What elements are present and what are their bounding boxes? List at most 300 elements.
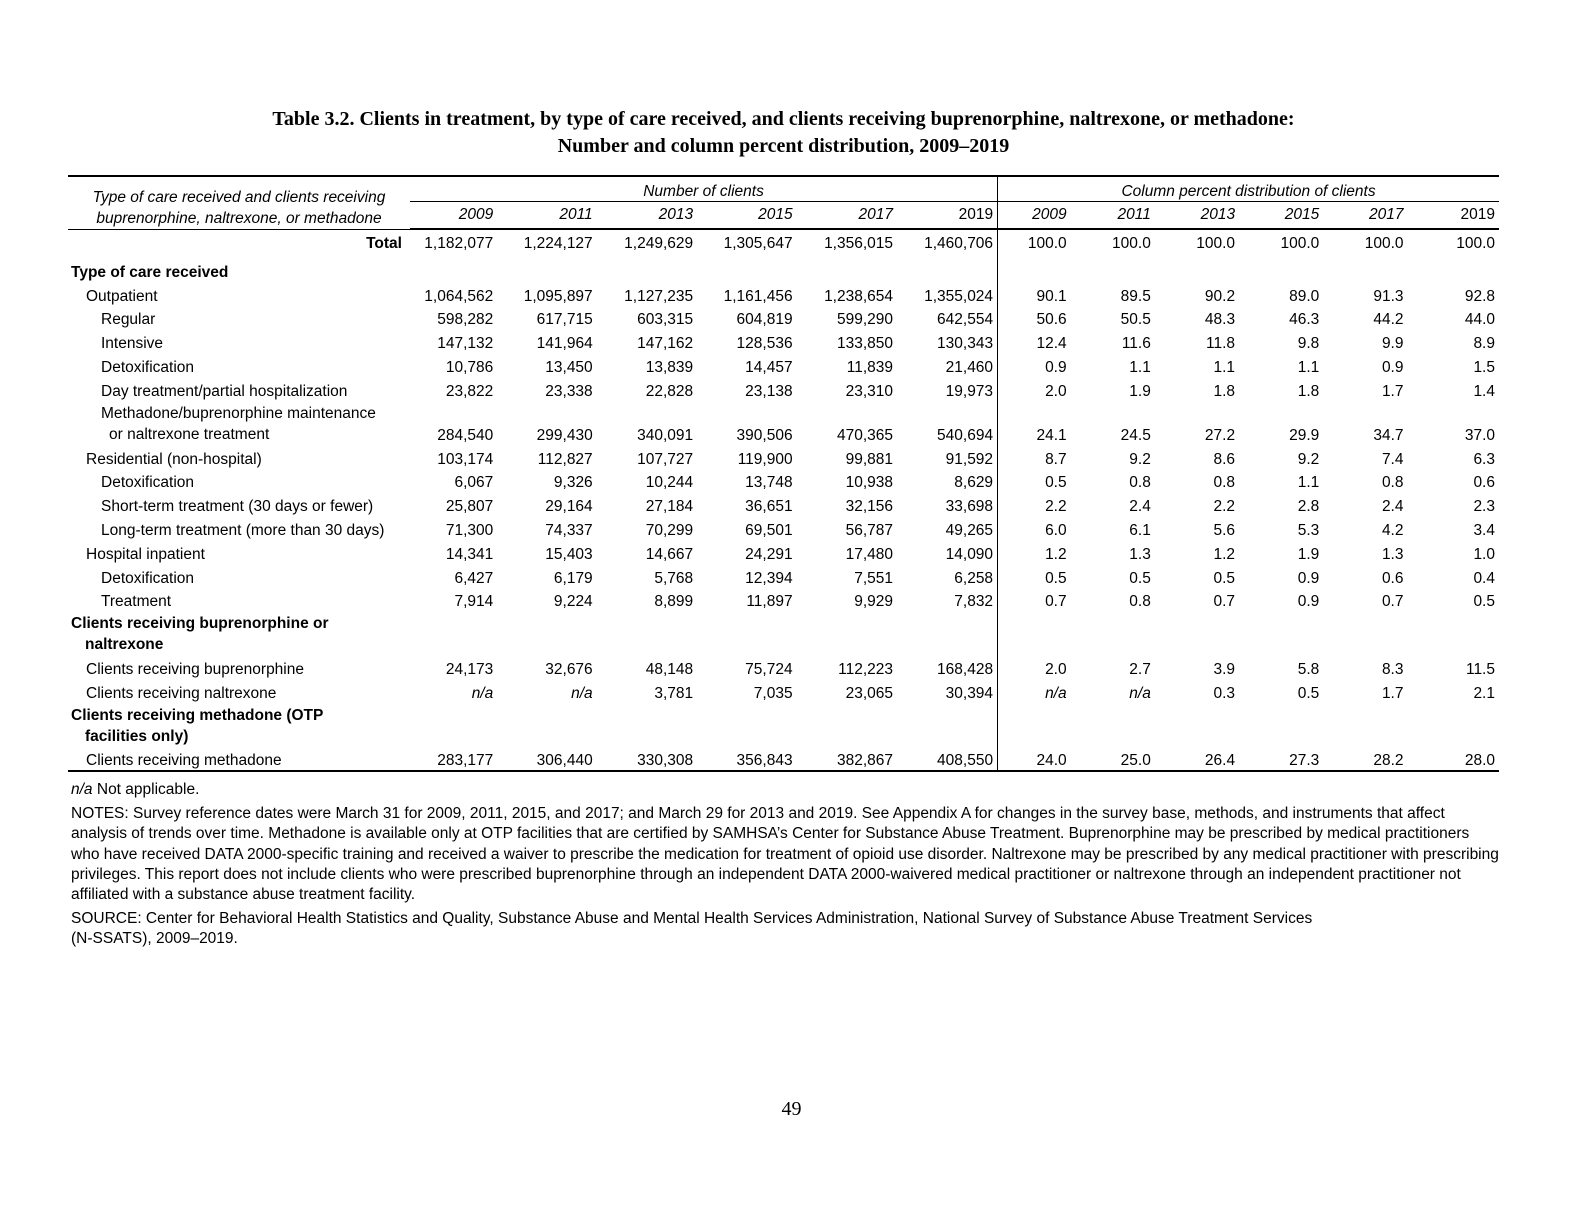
- percent-year-header-2017: 2017: [1323, 202, 1407, 230]
- percent-cell: n/a: [1129, 684, 1151, 702]
- percent-cell: 27.2: [1204, 426, 1236, 444]
- percent-cell: [1239, 703, 1323, 747]
- number-cell: [410, 703, 497, 747]
- number-cell: 69,501: [745, 521, 793, 539]
- percent-cell: 1.7: [1381, 382, 1404, 400]
- percent-cell: 8.7: [1045, 450, 1067, 468]
- percent-cell: [1408, 611, 1500, 655]
- number-cell: 1,127,235: [624, 287, 694, 305]
- number-cell: 299,430: [536, 426, 593, 444]
- number-cell: 6,258: [897, 564, 998, 588]
- percent-cell: 1.9: [1129, 382, 1151, 400]
- percent-cell: 50.6: [1036, 311, 1067, 329]
- number-cell: 91,592: [897, 445, 998, 469]
- percent-cell: 0.7: [1213, 593, 1236, 611]
- number-year-header-2017: 2017: [797, 202, 897, 230]
- number-cell: 112,827: [537, 450, 593, 468]
- percent-cell: 1.9: [1297, 545, 1320, 563]
- percent-cell: 6.3: [1473, 450, 1495, 468]
- percent-cell: 0.5: [1129, 569, 1151, 587]
- percent-cell: 37.0: [1464, 426, 1495, 444]
- percent-cell: 4.2: [1381, 521, 1404, 539]
- percent-cell: 27.3: [1239, 747, 1323, 771]
- number-cell: 107,727: [637, 450, 694, 468]
- row-label: Regular: [101, 311, 156, 329]
- number-cell: 99,881: [845, 450, 894, 468]
- percent-cell: [1071, 703, 1155, 747]
- number-cell: 7,832: [897, 588, 998, 612]
- number-cell: 6,179: [553, 569, 593, 587]
- total-number-cell: 1,249,629: [624, 235, 694, 252]
- percent-cell: 0.7: [1381, 593, 1404, 611]
- percent-cell: 0.8: [1213, 474, 1236, 492]
- percent-cell: 0.5: [1045, 569, 1067, 587]
- percent-cell: 1.1: [1213, 358, 1236, 376]
- number-cell: 283,177: [410, 747, 497, 771]
- total-label: Total: [366, 234, 402, 252]
- table-row: [68, 747, 1499, 771]
- percent-cell: [998, 703, 1071, 747]
- percent-cell: 34.7: [1373, 426, 1404, 444]
- total-percent-cell: 100.0: [1027, 235, 1067, 252]
- number-year-header-2015: 2015: [697, 202, 796, 230]
- row-label: Clients receiving buprenorphine: [86, 661, 304, 679]
- stub-header-line-2: buprenorphine, naltrexone, or methadone: [96, 209, 382, 227]
- number-cell: 306,440: [497, 747, 596, 771]
- stub-header-line-1: Type of care received and clients receiving: [92, 188, 386, 206]
- percent-cell: 0.8: [1129, 593, 1151, 611]
- percent-cell: 2.0: [1045, 382, 1067, 400]
- percent-cell: 24.1: [1036, 426, 1067, 444]
- percent-cell: [1071, 611, 1155, 655]
- percent-cell: [1408, 703, 1500, 747]
- percent-cell: 0.8: [1129, 474, 1151, 492]
- number-cell: 21,460: [897, 353, 998, 377]
- number-cell: 8,899: [654, 593, 694, 611]
- percent-cell: 1.8: [1297, 382, 1320, 400]
- percent-cell: 1.5: [1473, 358, 1495, 376]
- row-label: Long-term treatment (more than 30 days): [101, 521, 385, 539]
- total-number-cell: 1,224,127: [523, 235, 593, 252]
- number-cell: 48,148: [645, 661, 694, 679]
- percent-cell: 1.2: [1045, 545, 1067, 563]
- number-cell: 1,161,456: [723, 287, 793, 305]
- table-row: [68, 377, 1499, 401]
- percent-cell: 0.3: [1213, 684, 1236, 702]
- total-percent-cell: 100.0: [1456, 235, 1495, 252]
- number-cell: [497, 703, 596, 747]
- percent-cell: 44.2: [1373, 311, 1404, 329]
- total-percent-cell: 100.0: [1112, 235, 1151, 252]
- number-cell: [597, 611, 697, 655]
- number-cell: 23,822: [445, 382, 494, 400]
- number-year-header-2019: 2019: [897, 202, 998, 230]
- table-row: [68, 679, 1499, 703]
- percent-cell: 91.3: [1373, 287, 1404, 305]
- number-cell: 13,748: [745, 474, 793, 492]
- number-cell: 5,768: [654, 569, 694, 587]
- row-label: Clients receiving methadone: [68, 747, 410, 771]
- percent-cell: 11.6: [1121, 335, 1151, 353]
- percent-cell: 26.4: [1155, 747, 1239, 771]
- number-year-header-2011: 2011: [497, 202, 596, 230]
- number-cell: 119,900: [737, 450, 793, 468]
- percent-cell: 25.0: [1071, 747, 1155, 771]
- percent-cell: 0.5: [1213, 569, 1236, 587]
- percent-cell: [1155, 611, 1239, 655]
- row-label: Hospital inpatient: [86, 545, 205, 563]
- number-cell: 23,338: [545, 382, 593, 400]
- number-cell: 13,450: [545, 358, 593, 376]
- number-cell: 25,807: [445, 498, 494, 516]
- percent-cell: 2.1: [1473, 684, 1495, 702]
- number-cell: 598,282: [437, 311, 494, 329]
- percent-cell: 9.2: [1297, 450, 1320, 468]
- number-cell: 11,897: [746, 593, 793, 611]
- percent-cell: 1.1: [1129, 358, 1151, 376]
- number-cell: 7,914: [454, 593, 494, 611]
- number-cell: 56,787: [845, 521, 894, 539]
- number-cell: 12,394: [745, 569, 793, 587]
- percent-cell: 6.0: [1045, 521, 1067, 539]
- percent-cell: 28.0: [1408, 747, 1500, 771]
- percent-cell: 29.9: [1289, 426, 1320, 444]
- percent-cell: 2.2: [1045, 498, 1067, 516]
- number-cell: 147,162: [637, 335, 694, 353]
- number-cell: 23,138: [745, 382, 793, 400]
- table-row: [68, 588, 1499, 612]
- number-cell: 10,938: [845, 474, 894, 492]
- percent-cell: 2.7: [1129, 661, 1151, 679]
- number-cell: 17,480: [845, 545, 894, 563]
- number-cell: 6,427: [454, 569, 494, 587]
- row-label: Detoxification: [101, 569, 195, 587]
- percent-cell: 9.9: [1381, 335, 1404, 353]
- percent-cell: 8.6: [1213, 450, 1236, 468]
- table-row: [68, 445, 1499, 469]
- percent-cell: [998, 611, 1071, 655]
- percent-cell: 2.3: [1473, 498, 1495, 516]
- table-title: [68, 106, 1499, 160]
- number-cell: 540,694: [897, 401, 998, 445]
- percent-cell: 0.5: [1297, 684, 1320, 702]
- row-label: Detoxification: [101, 358, 195, 376]
- number-cell: 128,536: [736, 335, 793, 353]
- table-row: [68, 282, 1499, 306]
- number-cell: 130,343: [897, 329, 998, 353]
- number-cell: [697, 258, 796, 282]
- percent-cell: 5.8: [1297, 661, 1320, 679]
- row-label-line-1: Clients receiving buprenorphine or: [71, 615, 329, 633]
- number-cell: 22,828: [645, 382, 694, 400]
- percent-cell: 24.5: [1120, 426, 1151, 444]
- total-number-cell: 1,356,015: [824, 235, 894, 252]
- percent-year-header-2011: 2011: [1071, 202, 1155, 230]
- number-cell: 356,843: [697, 747, 796, 771]
- percent-cell: 8.9: [1473, 335, 1495, 353]
- percent-cell: 6.1: [1129, 521, 1151, 539]
- row-label-line-1: Methadone/buprenorphine maintenance: [101, 404, 376, 422]
- number-cell: 29,164: [545, 498, 593, 516]
- percent-cell: 9.8: [1297, 335, 1320, 353]
- number-cell: [897, 703, 998, 747]
- number-cell: 9,326: [553, 474, 593, 492]
- percent-cell: 11.8: [1206, 335, 1236, 353]
- number-cell: [597, 703, 697, 747]
- number-cell: 70,299: [645, 521, 694, 539]
- number-cell: 1,095,897: [523, 287, 593, 305]
- row-label: [68, 703, 410, 747]
- number-cell: 24,291: [745, 545, 793, 563]
- percent-cell: 0.5: [1473, 593, 1495, 611]
- table-title-line-1: Table 3.2. Clients in treatment, by type of care received, and clients receiving buprenorphine, naltrexone, or methadone:: [272, 108, 1295, 130]
- number-cell: 604,819: [736, 311, 793, 329]
- table-row: [68, 469, 1499, 493]
- number-cell: 390,506: [736, 426, 793, 444]
- number-cell: [597, 258, 697, 282]
- percent-cell: 1.4: [1473, 382, 1495, 400]
- number-cell: 1,064,562: [424, 287, 494, 305]
- percent-cell: 1.1: [1297, 358, 1320, 376]
- table-row: [68, 516, 1499, 540]
- percent-cell: 11.5: [1465, 661, 1495, 679]
- table-row: [68, 329, 1499, 353]
- percent-cell: 9.2: [1129, 450, 1151, 468]
- number-cell: [797, 258, 897, 282]
- number-cell: 27,184: [645, 498, 694, 516]
- number-cell: 1,238,654: [824, 287, 894, 305]
- footnotes: [71, 780, 1501, 954]
- table-row: [68, 492, 1499, 516]
- table-row: [68, 703, 1499, 747]
- number-cell: 147,132: [437, 335, 494, 353]
- percent-cell: 0.8: [1381, 474, 1404, 492]
- na-text: Not applicable.: [92, 781, 200, 798]
- number-cell: 3,781: [654, 684, 694, 702]
- percent-cell: 50.5: [1120, 311, 1151, 329]
- table-title-line-2: Number and column percent distribution, 2009–2019: [557, 135, 1010, 157]
- table-row: [68, 306, 1499, 330]
- number-cell: 30,394: [897, 679, 998, 703]
- percent-year-header-2015: 2015: [1239, 202, 1323, 230]
- number-cell: n/a: [471, 684, 494, 702]
- percent-cell: [1323, 703, 1407, 747]
- number-cell: 284,540: [437, 426, 494, 444]
- percent-cell: [1239, 611, 1323, 655]
- percent-cell: [1071, 258, 1155, 282]
- number-cell: 14,090: [897, 540, 998, 564]
- row-label-line-2: or naltrexone treatment: [109, 425, 270, 443]
- total-percent-cell: 100.0: [1364, 235, 1404, 252]
- row-label-line-2: naltrexone: [85, 636, 164, 654]
- percent-cell: 12.4: [1036, 335, 1067, 353]
- total-percent-cell: 100.0: [1280, 235, 1320, 252]
- number-cell: 71,300: [445, 521, 494, 539]
- percent-cell: [1323, 258, 1407, 282]
- percent-cell: 1.2: [1213, 545, 1236, 563]
- number-cell: 15,403: [545, 545, 593, 563]
- table-row: [68, 353, 1499, 377]
- total-number-cell: 1,305,647: [723, 235, 793, 252]
- table-row: [68, 258, 1499, 282]
- row-label: Detoxification: [101, 474, 195, 492]
- percent-distribution-header: Column percent distribution of clients: [998, 176, 1499, 202]
- percent-cell: [1239, 258, 1323, 282]
- percent-cell: 7.4: [1381, 450, 1404, 468]
- notes-paragraph: NOTES: Survey reference dates were March 31 for 2009, 2011, 2015, and 2017; and March 29 for 2013 and 2019. See Appendix A for changes in the survey base, methods, and instruments that affect analysis of trends over time. Methadone is available only at OTP facilities that are certified by SAMHSA’s Center for Substance Abuse Treatment. Buprenorphine may be prescribed by medical practitioners who have received DATA 2000-specific training and received a waiver to prescribe the medication for treatment of opioid use disorder. Naltrexone may be prescribed by any medical practitioner with prescribing privileges. This report does not include clients who were prescribed buprenorphine through an independent DATA 2000-waivered medical practitioner or naltrexone through an independent practitioner not affiliated with a substance abuse treatment facility.: [71, 805, 1499, 904]
- table-row: [68, 564, 1499, 588]
- table-row: [68, 401, 1499, 445]
- total-row: [68, 229, 1499, 258]
- percent-cell: 0.4: [1473, 569, 1495, 587]
- total-number-cell: 1,460,706: [897, 229, 998, 258]
- percent-cell: 28.2: [1323, 747, 1407, 771]
- source-line-1: SOURCE: Center for Behavioral Health Statistics and Quality, Substance Abuse and Mental Health Services Administration, National Survey of Substance Abuse Treatment Services: [71, 910, 1313, 928]
- number-cell: 642,554: [897, 306, 998, 330]
- number-cell: 19,973: [897, 377, 998, 401]
- number-cell: 49,265: [897, 516, 998, 540]
- number-year-header-2009: 2009: [410, 202, 497, 230]
- na-footnote: [71, 780, 1501, 800]
- percent-cell: 0.9: [1297, 593, 1320, 611]
- percent-cell: [1323, 611, 1407, 655]
- number-cell: 75,724: [745, 661, 793, 679]
- number-cell: 1,355,024: [897, 282, 998, 306]
- number-cell: 32,156: [845, 498, 894, 516]
- percent-cell: 1.8: [1213, 382, 1236, 400]
- row-label: Outpatient: [86, 287, 158, 305]
- group-header-row: [68, 176, 1499, 202]
- percent-cell: 0.7: [1045, 593, 1067, 611]
- percent-cell: 0.6: [1473, 474, 1495, 492]
- number-cell: 6,067: [454, 474, 494, 492]
- number-cell: 168,428: [897, 655, 998, 679]
- row-label: Type of care received: [71, 263, 229, 281]
- percent-cell: 1.0: [1473, 545, 1495, 563]
- number-cell: 382,867: [797, 747, 897, 771]
- number-cell: [797, 703, 897, 747]
- percent-cell: 92.8: [1464, 287, 1495, 305]
- number-cell: 74,337: [545, 521, 593, 539]
- row-label-line-1: Clients receiving methadone (OTP: [71, 706, 324, 724]
- number-cell: [897, 611, 998, 655]
- percent-year-header-2019: 2019: [1408, 202, 1500, 230]
- percent-cell: 2.0: [1045, 661, 1067, 679]
- number-cell: [497, 611, 596, 655]
- number-cell: [697, 611, 796, 655]
- number-cell: 408,550: [897, 747, 998, 771]
- source-line-2: (N-SSATS), 2009–2019.: [71, 930, 238, 948]
- table-row: [68, 540, 1499, 564]
- row-label: Residential (non-hospital): [86, 450, 262, 468]
- number-cell: 599,290: [837, 311, 894, 329]
- row-label: Intensive: [101, 335, 164, 353]
- percent-cell: 1.3: [1129, 545, 1151, 563]
- number-year-header-2013: 2013: [597, 202, 697, 230]
- page-number: 49: [781, 1098, 802, 1120]
- number-cell: 14,457: [745, 358, 793, 376]
- number-cell: 7,551: [854, 569, 894, 587]
- percent-cell: 89.0: [1289, 287, 1320, 305]
- number-cell: 10,786: [445, 358, 494, 376]
- na-abbrev: n/a: [71, 781, 93, 798]
- percent-cell: 5.3: [1297, 521, 1320, 539]
- percent-year-header-2009: 2009: [998, 202, 1071, 230]
- percent-cell: 46.3: [1289, 311, 1320, 329]
- number-cell: 9,224: [553, 593, 593, 611]
- number-cell: [410, 611, 497, 655]
- percent-cell: 5.6: [1213, 521, 1236, 539]
- percent-cell: 90.2: [1204, 287, 1236, 305]
- number-cell: 112,223: [838, 661, 894, 679]
- percent-cell: 0.9: [1381, 358, 1404, 376]
- table-body: [68, 229, 1499, 771]
- percent-cell: 48.3: [1204, 311, 1236, 329]
- percent-cell: 8.3: [1381, 661, 1404, 679]
- number-cell: 23,065: [845, 684, 894, 702]
- percent-cell: 1.7: [1381, 684, 1404, 702]
- percent-cell: 0.9: [1045, 358, 1067, 376]
- percent-cell: 90.1: [1036, 287, 1067, 305]
- number-cell: 617,715: [536, 311, 593, 329]
- percent-cell: 3.9: [1213, 661, 1236, 679]
- row-label: Clients receiving naltrexone: [86, 684, 277, 702]
- total-number-cell: 1,182,077: [424, 235, 494, 252]
- number-cell: [697, 703, 796, 747]
- number-cell: n/a: [571, 684, 593, 702]
- source-paragraph: [71, 909, 1501, 949]
- percent-cell: [1155, 258, 1239, 282]
- number-cell: 14,667: [645, 545, 694, 563]
- number-cell: 36,651: [745, 498, 793, 516]
- number-of-clients-header: Number of clients: [410, 176, 998, 202]
- number-cell: 11,839: [846, 358, 894, 376]
- percent-cell: [1408, 258, 1500, 282]
- percent-cell: 89.5: [1120, 287, 1151, 305]
- total-percent-cell: 100.0: [1196, 235, 1236, 252]
- number-cell: 340,091: [637, 426, 694, 444]
- number-cell: 330,308: [597, 747, 697, 771]
- percent-cell: 44.0: [1464, 311, 1495, 329]
- number-cell: 103,174: [437, 450, 494, 468]
- number-cell: 7,035: [753, 684, 793, 702]
- number-cell: 24,173: [445, 661, 494, 679]
- row-label: [68, 401, 410, 445]
- number-cell: 23,310: [845, 382, 894, 400]
- percent-cell: [998, 258, 1071, 282]
- row-label: [68, 611, 410, 655]
- number-cell: 13,839: [645, 358, 694, 376]
- number-cell: [797, 611, 897, 655]
- number-cell: 470,365: [837, 426, 894, 444]
- row-label: Treatment: [101, 593, 172, 611]
- percent-cell: 1.3: [1381, 545, 1404, 563]
- number-cell: 603,315: [637, 311, 694, 329]
- row-label: Short-term treatment (30 days or fewer): [101, 498, 374, 516]
- percent-cell: 2.4: [1381, 498, 1404, 516]
- data-table: [68, 175, 1499, 772]
- percent-cell: 0.6: [1381, 569, 1404, 587]
- percent-cell: 3.4: [1473, 521, 1495, 539]
- number-cell: [410, 258, 497, 282]
- percent-cell: 2.2: [1213, 498, 1236, 516]
- table-row: [68, 611, 1499, 655]
- percent-cell: 0.5: [1045, 474, 1067, 492]
- percent-cell: 1.1: [1297, 474, 1320, 492]
- number-cell: 9,929: [854, 593, 894, 611]
- number-cell: 32,676: [545, 661, 593, 679]
- number-cell: [897, 258, 998, 282]
